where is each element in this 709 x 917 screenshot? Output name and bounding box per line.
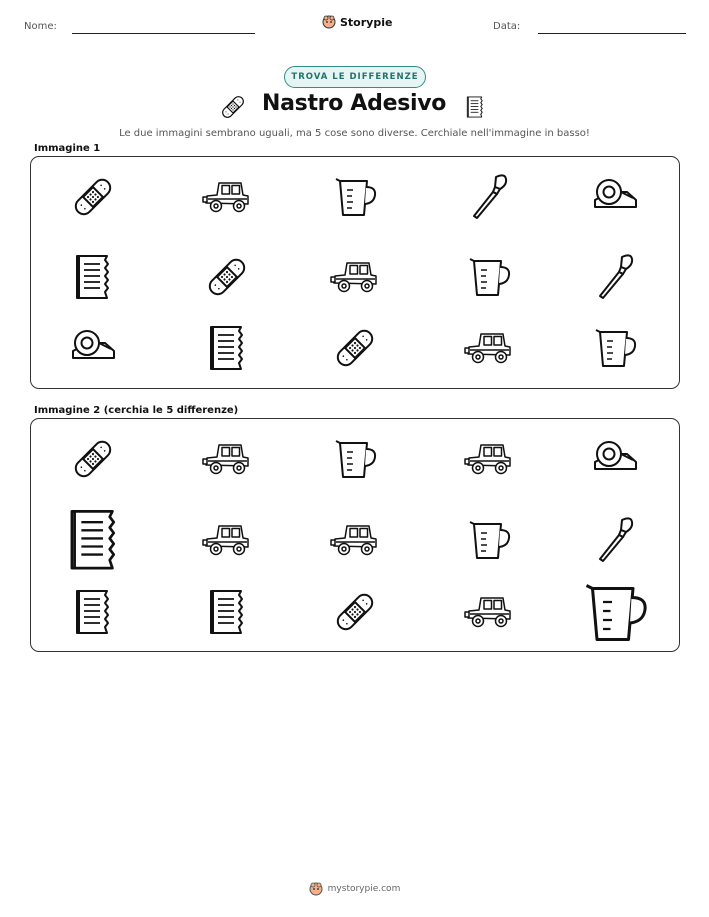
bandage-icon (218, 92, 248, 122)
car-icon[interactable] (197, 434, 257, 484)
image2-label: Immagine 2 (cerchia le 5 differenze) (34, 405, 239, 416)
measuring-cup-icon (325, 172, 385, 222)
notepad-icon[interactable] (197, 587, 257, 637)
storypie-mascot-icon (322, 15, 336, 29)
notepad-icon (463, 95, 487, 119)
tape-dispenser-icon (63, 323, 123, 373)
notepad-icon (197, 323, 257, 373)
tape-dispenser-icon[interactable] (585, 434, 645, 484)
bandage-icon (63, 172, 123, 222)
activity-badge: TROVA LE DIFFERENZE (284, 66, 426, 88)
image1-label: Immagine 1 (34, 143, 101, 154)
car-icon[interactable] (325, 515, 385, 565)
measuring-cup-icon (585, 323, 645, 373)
name-field-line[interactable] (72, 33, 255, 34)
car-icon (325, 252, 385, 302)
car-icon (459, 323, 519, 373)
notepad-icon (63, 252, 123, 302)
bandage-icon (197, 252, 257, 302)
brand-name: Storypie (340, 15, 393, 29)
bandage-icon (325, 323, 385, 373)
measuring-cup-icon[interactable] (459, 515, 519, 565)
car-icon[interactable] (459, 587, 519, 637)
image2-panel[interactable] (30, 418, 680, 652)
date-label: Data: (493, 21, 521, 32)
measuring-cup-icon (459, 252, 519, 302)
name-label: Nome: (24, 21, 57, 32)
image1-panel (30, 156, 680, 389)
measuring-cup-icon[interactable] (570, 575, 660, 650)
paintbrush-icon[interactable] (585, 515, 645, 565)
tape-dispenser-icon (585, 172, 645, 222)
car-icon[interactable] (197, 515, 257, 565)
car-icon (197, 172, 257, 222)
measuring-cup-icon[interactable] (325, 434, 385, 484)
instructions: Le due immagini sembrano uguali, ma 5 cose sono diverse. Cerchiale nell'immagine in basso! (119, 128, 590, 139)
footer (0, 882, 709, 896)
bandage-icon[interactable] (325, 587, 385, 637)
footer-url[interactable]: mystorypie.com (327, 884, 401, 894)
notepad-icon[interactable] (53, 506, 134, 574)
bandage-icon[interactable] (63, 434, 123, 484)
storypie-mascot-icon (309, 882, 323, 896)
paintbrush-icon (585, 252, 645, 302)
notepad-icon[interactable] (63, 587, 123, 637)
car-icon[interactable] (459, 434, 519, 484)
paintbrush-icon (459, 172, 519, 222)
brand-logo (322, 15, 392, 29)
date-field-line[interactable] (538, 33, 686, 34)
page-title: Nastro Adesivo (262, 91, 447, 116)
